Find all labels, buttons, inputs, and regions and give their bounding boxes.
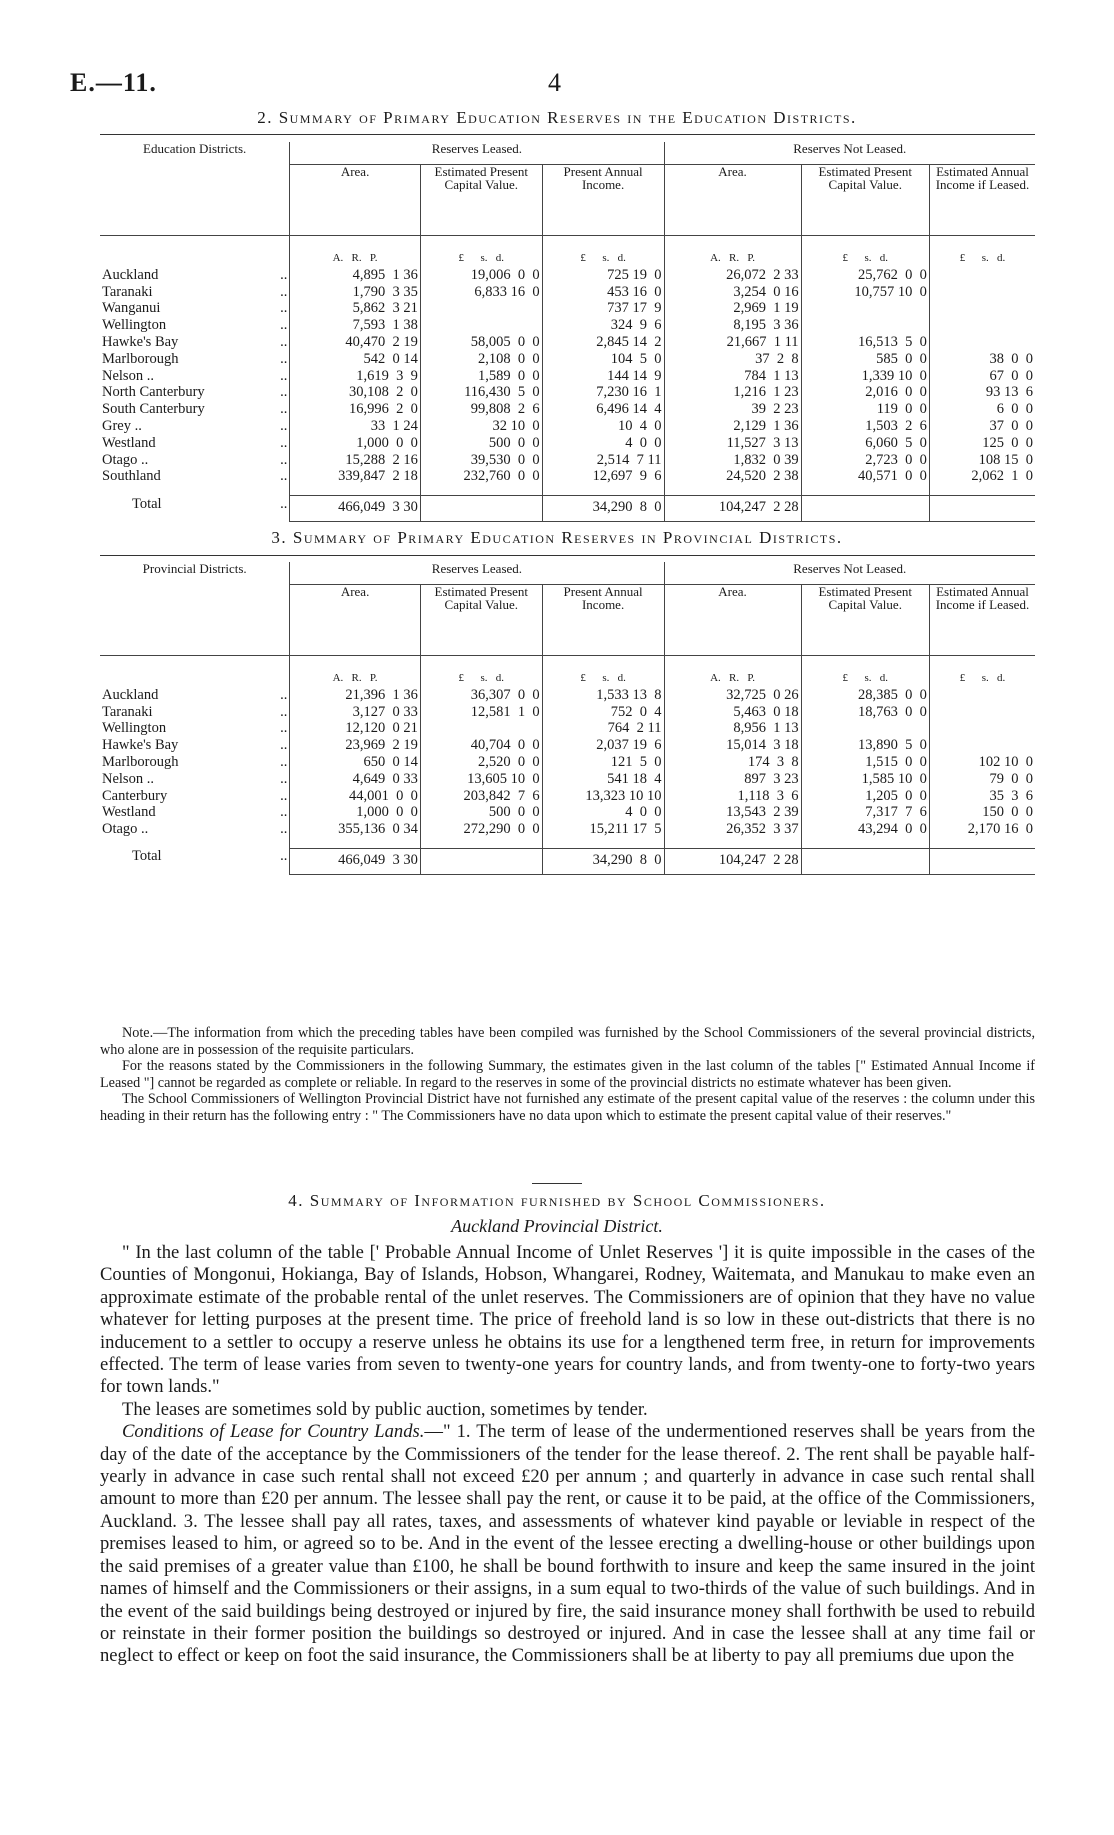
total-value-cell: 34,290 8 0 <box>542 496 664 522</box>
total-row <box>100 496 1035 522</box>
value-cell: 2,723 0 0 <box>801 452 929 469</box>
value-cell: 5,862 3 21 <box>290 300 421 317</box>
unit-label: A. R. P. <box>664 236 801 267</box>
value-cell: 4 0 0 <box>542 804 664 821</box>
leader-dots: .. <box>280 848 288 865</box>
spacer-cell <box>801 838 929 849</box>
leader-dots: .. <box>280 266 288 283</box>
value-cell: 40,704 0 0 <box>420 737 542 754</box>
value-cell: 12,120 0 21 <box>290 720 421 737</box>
reserves-not-leased-header: Reserves Not Leased. <box>664 142 1035 165</box>
value-cell: 6,496 14 4 <box>542 401 664 418</box>
leader-dots: .. <box>280 804 288 821</box>
value-cell: 15,211 17 5 <box>542 821 664 838</box>
units-label-cell <box>100 236 252 267</box>
district-name: Southland <box>102 468 161 485</box>
leader-dots: .. <box>280 384 288 401</box>
value-cell: 5,463 0 18 <box>664 704 801 721</box>
value-cell <box>801 300 929 317</box>
note-block <box>100 1025 1035 1124</box>
total-value-cell: 466,049 3 30 <box>290 496 421 522</box>
value-cell: 10,757 10 0 <box>801 284 929 301</box>
value-cell: 784 1 13 <box>664 368 801 385</box>
total-label: Total <box>132 848 162 865</box>
units-label-cell <box>100 656 252 687</box>
value-cell: 650 0 14 <box>290 754 421 771</box>
unit-label: £ s. d. <box>801 656 929 687</box>
page-number: 4 <box>548 68 562 97</box>
value-cell: 6,060 5 0 <box>801 435 929 452</box>
leader-dots: .. <box>280 468 288 485</box>
value-cell: 36,307 0 0 <box>420 687 542 704</box>
value-cell <box>929 317 1035 334</box>
leader-dots: .. <box>280 720 288 737</box>
value-cell: 1,216 1 23 <box>664 384 801 401</box>
table-row <box>100 418 1035 435</box>
value-cell: 43,294 0 0 <box>801 821 929 838</box>
units-row <box>100 656 1035 687</box>
value-cell: 2,845 14 2 <box>542 334 664 351</box>
section4-body <box>100 1242 1035 1668</box>
district-name: Auckland <box>102 686 159 703</box>
total-value-cell: 104,247 2 28 <box>664 496 801 522</box>
total-value-cell: 466,049 3 30 <box>290 848 421 874</box>
table-row <box>100 317 1035 334</box>
value-cell <box>929 737 1035 754</box>
value-cell: 12,697 9 6 <box>542 468 664 485</box>
table-row <box>100 704 1035 721</box>
section3-top-rule <box>100 555 1035 556</box>
value-cell: 1,118 3 6 <box>664 788 801 805</box>
unleased-income-header: Estimated Annual Income if Leased. <box>929 585 1035 656</box>
spacer-cell <box>290 485 421 496</box>
value-cell: 25,762 0 0 <box>801 267 929 284</box>
reserves-leased-header: Reserves Leased. <box>290 142 664 165</box>
document-reference: E.—11. <box>70 68 157 97</box>
conditions-heading: Conditions of Lease for Country Lands. <box>122 1421 425 1443</box>
total-value-cell: 104,247 2 28 <box>664 848 801 874</box>
spacer-row <box>100 485 1035 496</box>
value-cell: 339,847 2 18 <box>290 468 421 485</box>
value-cell: 15,014 3 18 <box>664 737 801 754</box>
table-row <box>100 804 1035 821</box>
value-cell: 1,589 0 0 <box>420 368 542 385</box>
section2-table-body <box>100 236 1035 522</box>
units-row <box>100 236 1035 267</box>
table-row <box>100 368 1035 385</box>
value-cell: 28,385 0 0 <box>801 687 929 704</box>
table-row <box>100 771 1035 788</box>
value-cell: 542 0 14 <box>290 351 421 368</box>
value-cell: 3,127 0 33 <box>290 704 421 721</box>
leader-dots: .. <box>280 753 288 770</box>
value-cell: 1,515 0 0 <box>801 754 929 771</box>
leader-dots: .. <box>280 283 288 300</box>
leader-dots: .. <box>280 350 288 367</box>
unit-label: £ s. d. <box>929 236 1035 267</box>
table-row <box>100 267 1035 284</box>
value-cell: 37 2 8 <box>664 351 801 368</box>
body-paragraph-2: The leases are sometimes sold by public auction, sometimes by tender. <box>122 1398 648 1420</box>
unit-label: A. R. P. <box>290 236 421 267</box>
table-row <box>100 435 1035 452</box>
district-name: Nelson .. <box>102 367 154 384</box>
value-cell: 272,290 0 0 <box>420 821 542 838</box>
leader-dots: .. <box>280 367 288 384</box>
leader-dots: .. <box>280 434 288 451</box>
value-cell: 7,593 1 38 <box>290 317 421 334</box>
value-cell: 32 10 0 <box>420 418 542 435</box>
spacer-cell <box>801 485 929 496</box>
table-row <box>100 788 1035 805</box>
value-cell: 144 14 9 <box>542 368 664 385</box>
spacer-cell <box>100 838 252 849</box>
spacer-cell <box>664 485 801 496</box>
value-cell: 897 3 23 <box>664 771 801 788</box>
units-dots-cell <box>252 236 290 267</box>
units-dots-cell <box>252 656 290 687</box>
table-row <box>100 754 1035 771</box>
value-cell: 38 0 0 <box>929 351 1035 368</box>
spacer-cell <box>252 838 290 849</box>
district-name: Nelson .. <box>102 770 154 787</box>
section2-top-rule <box>100 134 1035 135</box>
value-cell: 104 5 0 <box>542 351 664 368</box>
spacer-cell <box>664 838 801 849</box>
value-cell: 7,230 16 1 <box>542 384 664 401</box>
spacer-cell <box>100 485 252 496</box>
value-cell: 30,108 2 0 <box>290 384 421 401</box>
section3-table <box>100 562 1035 875</box>
total-value-cell <box>420 848 542 874</box>
table-row <box>100 821 1035 838</box>
value-cell: 1,339 10 0 <box>801 368 929 385</box>
value-cell: 102 10 0 <box>929 754 1035 771</box>
value-cell: 2,520 0 0 <box>420 754 542 771</box>
value-cell: 232,760 0 0 <box>420 468 542 485</box>
unit-label: £ s. d. <box>801 236 929 267</box>
leader-dots: .. <box>280 333 288 350</box>
value-cell: 39,530 0 0 <box>420 452 542 469</box>
note-paragraph-3: The School Commissioners of Wellington Provincial District have not furnished any estimate of the present capital value of the reserves : the column under this heading in their return has the following entry : " The Commissioners have no data upon which to estimate the present capital value of their reserves." <box>100 1091 1035 1124</box>
district-name: South Canterbury <box>102 401 205 418</box>
value-cell: 2,016 0 0 <box>801 384 929 401</box>
value-cell: 23,969 2 19 <box>290 737 421 754</box>
table-row <box>100 720 1035 737</box>
value-cell: 150 0 0 <box>929 804 1035 821</box>
note-paragraph-1: Note.—The information from which the preceding tables have been compiled was furnished by the School Commissioners of the several provincial districts, who alone are in possession of the requisite particulars. <box>100 1025 1035 1058</box>
value-cell: 12,581 1 0 <box>420 704 542 721</box>
leased-capital-header: Estimated Present Capital Value. <box>420 585 542 656</box>
value-cell: 585 0 0 <box>801 351 929 368</box>
unleased-capital-header: Estimated Present Capital Value. <box>801 585 929 656</box>
section-divider <box>532 1183 582 1184</box>
value-cell: 541 18 4 <box>542 771 664 788</box>
note-paragraph-2: For the reasons stated by the Commissioners in the following Summary, the estimates given in the last column of the tables [" Estimated Annual Income if Leased "] cannot be regarded as complete or reliable. In regard to the reserves in some of the provincial districts no estimate whatever has been given. <box>100 1058 1035 1091</box>
value-cell <box>929 334 1035 351</box>
value-cell: 2,170 16 0 <box>929 821 1035 838</box>
value-cell: 2,514 7 11 <box>542 452 664 469</box>
value-cell: 108 15 0 <box>929 452 1035 469</box>
district-name: Marlborough <box>102 350 179 367</box>
value-cell: 4,649 0 33 <box>290 771 421 788</box>
value-cell: 4,895 1 36 <box>290 267 421 284</box>
value-cell: 1,790 3 35 <box>290 284 421 301</box>
leader-dots: .. <box>280 401 288 418</box>
value-cell: 453 16 0 <box>542 284 664 301</box>
provincial-districts-header: Provincial Districts. <box>100 562 290 656</box>
total-value-cell <box>420 496 542 522</box>
district-name: Otago .. <box>102 821 149 838</box>
value-cell: 119 0 0 <box>801 401 929 418</box>
value-cell: 500 0 0 <box>420 435 542 452</box>
leader-dots: .. <box>280 300 288 317</box>
value-cell: 752 0 4 <box>542 704 664 721</box>
leader-dots: .. <box>280 787 288 804</box>
unleased-capital-header: Estimated Present Capital Value. <box>801 165 929 236</box>
value-cell <box>801 720 929 737</box>
leader-dots: .. <box>280 737 288 754</box>
leased-area-header: Area. <box>290 585 421 656</box>
district-name: Hawke's Bay <box>102 333 179 350</box>
value-cell: 40,571 0 0 <box>801 468 929 485</box>
spacer-cell <box>420 485 542 496</box>
value-cell: 58,005 0 0 <box>420 334 542 351</box>
conditions-text: —" 1. The term of lease of the undermentioned reserves shall be years from the day of the date of the acceptance by the Commissioners of the tender for the lease thereof. 2. The rent shall be payable half-yearly in advance in case such rental shall not exceed £20 per annum ; and quarterly in advance in case such rental shall amount to more than £20 per annum. The lessee shall pay the rent, or cause it to be paid, at the office of the Commissioners, Auckland. 3. The lessee shall pay all rates, taxes, and assessments of whatever kind payable or leviable in respect of the premises leased to him, or agreed so to be. And in the event of the lessee erecting a dwelling-house or other buildings upon the said premises of a greater value than £100, he shall be bound forthwith to insure and keep the same insured in the joint names of himself and the Commissioners or their assigns, in a sum equal to two-thirds of the value of such buildings. And in the event of the said buildings being destroyed or injured by fire, the said insurance money shall forthwith be used to rebuild or reinstate in their former position the buildings so destroyed or injured. And in case the lessee shall at any time fail or neglect to effect or keep on foot the said insurance, the Commissioners shall be at liberty to pay all premiums due upon the <box>100 1421 1036 1667</box>
value-cell: 121 5 0 <box>542 754 664 771</box>
total-value-cell <box>929 496 1035 522</box>
value-cell: 2,037 19 6 <box>542 737 664 754</box>
district-name: Auckland <box>102 266 159 283</box>
value-cell <box>929 284 1035 301</box>
unleased-area-header: Area. <box>664 165 801 236</box>
table-row <box>100 384 1035 401</box>
leased-area-header: Area. <box>290 165 421 236</box>
value-cell: 725 19 0 <box>542 267 664 284</box>
unit-label: £ s. d. <box>542 236 664 267</box>
table-row <box>100 468 1035 485</box>
leader-dots: .. <box>280 417 288 434</box>
value-cell <box>929 687 1035 704</box>
reserves-not-leased-header: Reserves Not Leased. <box>664 562 1035 585</box>
total-value-cell <box>801 496 929 522</box>
value-cell <box>420 317 542 334</box>
value-cell: 16,996 2 0 <box>290 401 421 418</box>
value-cell: 19,006 0 0 <box>420 267 542 284</box>
value-cell <box>801 317 929 334</box>
spacer-cell <box>420 838 542 849</box>
value-cell: 93 13 6 <box>929 384 1035 401</box>
unit-label: £ s. d. <box>929 656 1035 687</box>
total-label: Total <box>132 495 162 512</box>
spacer-row <box>100 838 1035 849</box>
district-name: Grey .. <box>102 417 142 434</box>
value-cell: 2,969 1 19 <box>664 300 801 317</box>
table-row <box>100 401 1035 418</box>
table-row <box>100 334 1035 351</box>
value-cell: 24,520 2 38 <box>664 468 801 485</box>
value-cell: 6 0 0 <box>929 401 1035 418</box>
district-name: Westland <box>102 804 156 821</box>
leader-dots: .. <box>280 770 288 787</box>
body-paragraph-3 <box>100 1421 1035 1667</box>
value-cell <box>929 300 1035 317</box>
district-name: Marlborough <box>102 753 179 770</box>
value-cell: 13,890 5 0 <box>801 737 929 754</box>
value-cell: 15,288 2 16 <box>290 452 421 469</box>
district-name: Taranaki <box>102 703 153 720</box>
value-cell: 764 2 11 <box>542 720 664 737</box>
table-row <box>100 687 1035 704</box>
section3-title: 3. Summary of Primary Education Reserves in Provincial Districts. <box>271 528 843 547</box>
section2-table <box>100 142 1035 522</box>
value-cell: 21,396 1 36 <box>290 687 421 704</box>
district-name: Wellington <box>102 720 167 737</box>
reserves-leased-header: Reserves Leased. <box>290 562 664 585</box>
leader-dots: .. <box>280 686 288 703</box>
leased-capital-header: Estimated Present Capital Value. <box>420 165 542 236</box>
leader-dots: .. <box>280 495 288 512</box>
value-cell: 1,503 2 6 <box>801 418 929 435</box>
value-cell <box>420 720 542 737</box>
value-cell: 203,842 7 6 <box>420 788 542 805</box>
value-cell <box>929 704 1035 721</box>
value-cell: 16,513 5 0 <box>801 334 929 351</box>
spacer-cell <box>542 485 664 496</box>
leased-income-header: Present Annual Income. <box>542 585 664 656</box>
district-name: Taranaki <box>102 283 153 300</box>
value-cell: 2,129 1 36 <box>664 418 801 435</box>
unleased-area-header: Area. <box>664 585 801 656</box>
table-row <box>100 284 1035 301</box>
value-cell: 67 0 0 <box>929 368 1035 385</box>
value-cell: 32,725 0 26 <box>664 687 801 704</box>
value-cell: 1,619 3 9 <box>290 368 421 385</box>
value-cell: 737 17 9 <box>542 300 664 317</box>
value-cell: 125 0 0 <box>929 435 1035 452</box>
spacer-cell <box>929 485 1035 496</box>
spacer-cell <box>252 485 290 496</box>
district-name: Wanganui <box>102 300 161 317</box>
value-cell: 8,956 1 13 <box>664 720 801 737</box>
value-cell: 10 4 0 <box>542 418 664 435</box>
value-cell: 324 9 6 <box>542 317 664 334</box>
district-name: Wellington <box>102 317 167 334</box>
value-cell: 79 0 0 <box>929 771 1035 788</box>
leader-dots: .. <box>280 703 288 720</box>
value-cell: 26,072 2 33 <box>664 267 801 284</box>
table-row <box>100 737 1035 754</box>
leader-dots: .. <box>280 821 288 838</box>
value-cell: 26,352 3 37 <box>664 821 801 838</box>
leader-dots: .. <box>280 317 288 334</box>
value-cell <box>929 267 1035 284</box>
value-cell <box>929 720 1035 737</box>
value-cell: 99,808 2 6 <box>420 401 542 418</box>
value-cell: 1,832 0 39 <box>664 452 801 469</box>
table-row <box>100 300 1035 317</box>
district-name: North Canterbury <box>102 384 205 401</box>
table-row <box>100 452 1035 469</box>
value-cell: 8,195 3 36 <box>664 317 801 334</box>
value-cell: 39 2 23 <box>664 401 801 418</box>
unit-label: £ s. d. <box>542 656 664 687</box>
district-name: Westland <box>102 434 156 451</box>
total-value-cell <box>801 848 929 874</box>
leased-income-header: Present Annual Income. <box>542 165 664 236</box>
value-cell: 500 0 0 <box>420 804 542 821</box>
unit-label: A. R. P. <box>664 656 801 687</box>
table-row <box>100 351 1035 368</box>
section2-title: 2. Summary of Primary Education Reserves in the Education Districts. <box>257 108 857 127</box>
value-cell: 1,533 13 8 <box>542 687 664 704</box>
value-cell: 33 1 24 <box>290 418 421 435</box>
value-cell: 4 0 0 <box>542 435 664 452</box>
value-cell: 2,062 1 0 <box>929 468 1035 485</box>
education-districts-header: Education Districts. <box>100 142 290 236</box>
value-cell: 37 0 0 <box>929 418 1035 435</box>
unit-label: A. R. P. <box>290 656 421 687</box>
district-name: Hawke's Bay <box>102 737 179 754</box>
body-paragraph-1: " In the last column of the table [' Probable Annual Income of Unlet Reserves '] it is quite impossible in the cases of the Counties of Mongonui, Hokianga, Bay of Islands, Hobson, Whangarei, Rodney, Waitemata, and Manukau to make even an approximate estimate of the probable rental of the unlet reserves. The Commissioners are of opinion that they have no value whatever for letting purposes at the present time. The price of freehold land is so low in these out-districts that there is no inducement to a settler to occupy a reserve unless he obtains its use for a lengthened term free, in return for improvements effected. The term of lease varies from seven to twenty-one years for country lands, and from twenty-one to forty-two years for town lands." <box>100 1242 1035 1398</box>
value-cell: 1,205 0 0 <box>801 788 929 805</box>
value-cell: 7,317 7 6 <box>801 804 929 821</box>
value-cell: 355,136 0 34 <box>290 821 421 838</box>
value-cell: 21,667 1 11 <box>664 334 801 351</box>
unit-label: £ s. d. <box>420 656 542 687</box>
value-cell: 2,108 0 0 <box>420 351 542 368</box>
unit-label: £ s. d. <box>420 236 542 267</box>
value-cell: 44,001 0 0 <box>290 788 421 805</box>
unleased-income-header: Estimated Annual Income if Leased. <box>929 165 1035 236</box>
total-value-cell: 34,290 8 0 <box>542 848 664 874</box>
value-cell: 1,000 0 0 <box>290 804 421 821</box>
value-cell: 35 3 6 <box>929 788 1035 805</box>
value-cell: 13,323 10 10 <box>542 788 664 805</box>
leader-dots: .. <box>280 451 288 468</box>
section4-title: 4. Summary of Information furnished by School Commissioners. <box>288 1191 826 1210</box>
spacer-cell <box>542 838 664 849</box>
value-cell: 18,763 0 0 <box>801 704 929 721</box>
value-cell: 6,833 16 0 <box>420 284 542 301</box>
district-name: Otago .. <box>102 451 149 468</box>
district-name: Canterbury <box>102 787 168 804</box>
spacer-cell <box>290 838 421 849</box>
value-cell: 3,254 0 16 <box>664 284 801 301</box>
value-cell <box>420 300 542 317</box>
spacer-cell <box>929 838 1035 849</box>
value-cell: 40,470 2 19 <box>290 334 421 351</box>
section3-table-body <box>100 656 1035 875</box>
value-cell: 1,585 10 0 <box>801 771 929 788</box>
value-cell: 1,000 0 0 <box>290 435 421 452</box>
value-cell: 13,605 10 0 <box>420 771 542 788</box>
total-row <box>100 848 1035 874</box>
total-value-cell <box>929 848 1035 874</box>
section4-subtitle: Auckland Provincial District. <box>451 1216 663 1236</box>
value-cell: 13,543 2 39 <box>664 804 801 821</box>
value-cell: 174 3 8 <box>664 754 801 771</box>
value-cell: 11,527 3 13 <box>664 435 801 452</box>
value-cell: 116,430 5 0 <box>420 384 542 401</box>
